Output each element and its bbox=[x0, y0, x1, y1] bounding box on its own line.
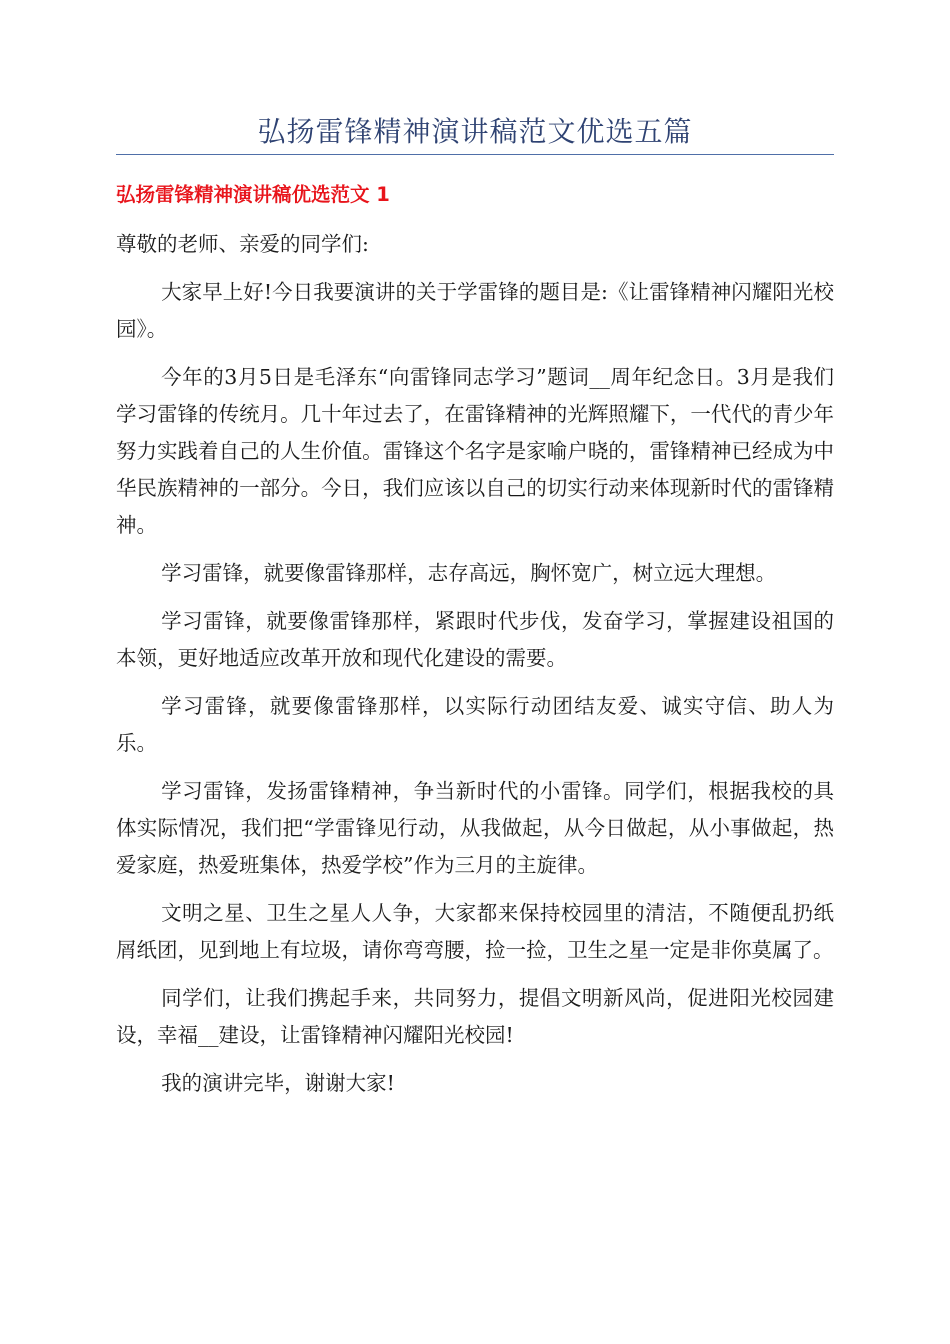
salutation: 尊敬的老师、亲爱的同学们: bbox=[116, 232, 369, 256]
paragraph: 学习雷锋，就要像雷锋那样，紧跟时代步伐，发奋学习，掌握建设祖国的本领，更好地适应改革开放和现代化建设的需要。 bbox=[116, 609, 834, 670]
paragraph: 文明之星、卫生之星人人争，大家都来保持校园里的清洁，不随便乱扔纸屑纸团，见到地上有垃圾，请你弯弯腰，捡一捡，卫生之星一定是非你莫属了。 bbox=[116, 901, 834, 962]
document-body bbox=[116, 226, 834, 1113]
title-underline-rule bbox=[116, 154, 834, 155]
paragraph: 学习雷锋，就要像雷锋那样，以实际行动团结友爱、诚实守信、助人为乐。 bbox=[116, 694, 834, 755]
paragraph: 我的演讲完毕，谢谢大家! bbox=[161, 1071, 395, 1095]
paragraph: 同学们，让我们携起手来，共同努力，提倡文明新风尚，促进阳光校园建设，幸福__建设，让雷锋精神闪耀阳光校园! bbox=[116, 986, 834, 1047]
paragraph: 今年的3月5日是毛泽东“向雷锋同志学习”题词__周年纪念日。3月是我们学习雷锋的传统月。几十年过去了，在雷锋精神的光辉照耀下，一代代的青少年努力实践着自己的人生价值。雷锋这个名字是家喻户晓的，雷锋精神已经成为中华民族精神的一部分。今日，我们应该以自己的切实行动来体现新时代的雷锋精神。 bbox=[116, 365, 834, 537]
paragraph: 大家早上好!今日我要演讲的关于学雷锋的题目是:《让雷锋精神闪耀阳光校园》。 bbox=[116, 280, 834, 341]
section-heading: 弘扬雷锋精神演讲稿优选范文 1 bbox=[116, 183, 390, 206]
paragraph: 学习雷锋，发扬雷锋精神，争当新时代的小雷锋。同学们，根据我校的具体实际情况，我们把“学雷锋见行动，从我做起，从今日做起，从小事做起，热爱家庭，热爱班集体，热爱学校”作为三月的主旋律。 bbox=[116, 779, 834, 877]
document-title: 弘扬雷锋精神演讲稿范文优选五篇 bbox=[257, 115, 693, 148]
paragraph: 学习雷锋，就要像雷锋那样，志存高远，胸怀宽广，树立远大理想。 bbox=[161, 561, 777, 585]
